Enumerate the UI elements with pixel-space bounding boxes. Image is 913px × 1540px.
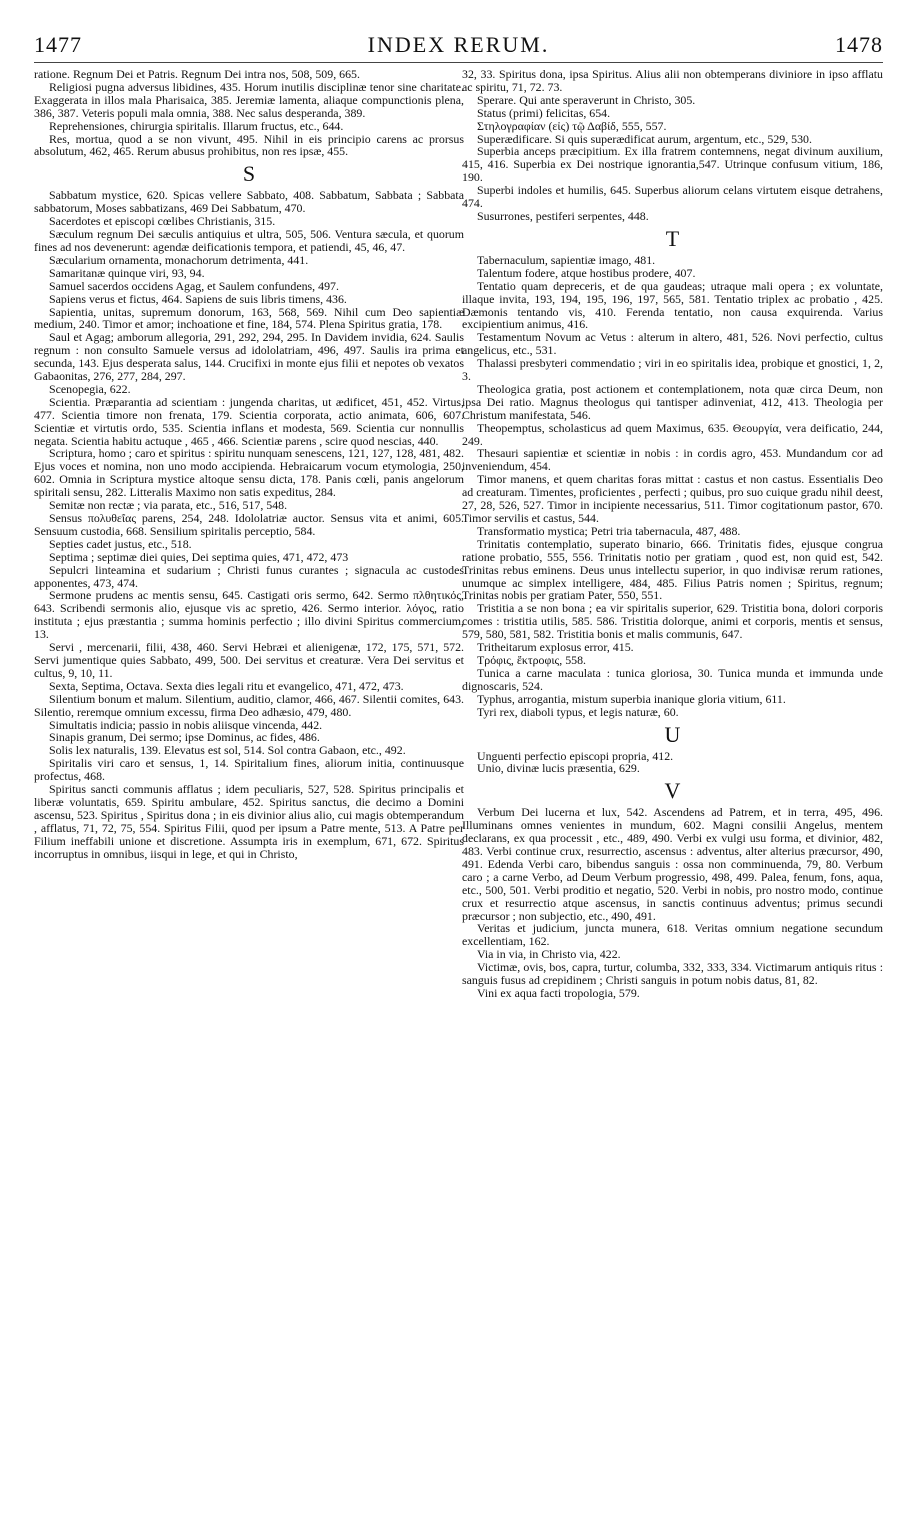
index-entry: Scriptura, homo ; caro et spiritus : spiritu nunquam senescens, 121, 127, 128, 481, 482. Ejus voces et nomina, non uno modo accipienda. Hebraicarum vocum etymologia, 250, 602. Omnia in Scriptura mystice altoque sensu dicta, 178. Panis cœli, panis angelorum spiritali sensu, 282. Litteralis Maximo non satis expeditus, 284. xyxy=(34,446,464,500)
index-entry: Servi , mercenarii, filii, 438, 460. Servi Hebræi et alienigenæ, 172, 175, 571, 572. Servi jumentique quies Sabbato, 499, 500. Dei servitus et creaturæ. Vera Dei servitus et cultus, 9, 10, 11. xyxy=(34,640,464,680)
index-entry: Septima ; septimæ diei quies, Dei septima quies, 471, 472, 473 xyxy=(49,549,349,564)
index-entry: Solis lex naturalis, 139. Elevatus est sol, 514. Sol contra Gabaon, etc., 492. xyxy=(49,743,406,758)
index-entry: Res, mortua, quod a se non vivunt, 495. Nihil in eis principio carens ac prorsus absolutum, 462, 465. Rerum abusus prohibitus, non res ipsæ, 455. xyxy=(34,131,464,159)
section-letter: S xyxy=(242,161,256,187)
index-entry: Typhus, arrogantia, mistum superbia inanique gloria vitium, 611. xyxy=(477,691,786,706)
index-entry: Victimæ, ovis, bos, capra, turtur, columba, 332, 333, 334. Victimarum antiquis ritus : sanguis fusus ad crepidinem ; Christi sanguis in potum nobis datus, 81, 82. xyxy=(462,960,883,988)
index-entry: Saul et Agag; amborum allegoria, 291, 292, 294, 295. In Davidem invidia, 624. Saulis regnum : non consulto Samuele versus ad idololatriam, 496, 497. Saulis ira prima et secunda, 143. Ejus desperata salus, 144. Crucifixi in monte ejus filii et nepotes ob vexatos Gabaonitas, 276, 277, 284, 297. xyxy=(34,330,464,384)
index-entry: Transformatio mystica; Petri tria tabernacula, 487, 488. xyxy=(477,523,741,538)
section-letter: V xyxy=(664,778,681,804)
index-entry: Superædificare. Si quis superædificat aurum, argentum, etc., 529, 530. xyxy=(477,131,812,146)
index-entry: Theologica gratia, post actionem et contemplationem, nota quæ circa Deum, non ipsa Dei ratio. Magnus theologus qui tantisper adinveniat, 412, 413. Theologia per Christum manifestata, 546. xyxy=(462,381,883,422)
index-entry: Scenopegia, 622. xyxy=(49,381,131,396)
index-entry: Sacerdotes et episcopi cœlibes Christianis, 315. xyxy=(49,214,276,229)
index-entry: Talentum fodere, atque hostibus prodere, 407. xyxy=(477,265,696,280)
index-entry: Tristitia a se non bona ; ea vir spiritalis superior, 629. Tristitia bona, dolori corporis comes : tristitia utilis, 585. 586. Tristitia dolorque, animi et corporis, mentis et sensus, 579, 580, 581, 582. Tristitia bonis et malis communis, 647. xyxy=(462,601,883,642)
running-header xyxy=(34,32,883,60)
index-entry: Sæculum regnum Dei sæculis antiquius et ultra, 505, 506. Ventura sæcula, et quorum fines ad nos devenerunt: agendæ deificationis tempora, et patiendi, 45, 46, 47. xyxy=(34,227,464,254)
index-entry: Superbi indoles et humilis, 645. Superbus aliorum celans virtutem eisque detrahens, 474. xyxy=(462,183,883,211)
index-entry: Thalassi presbyteri commendatio ; viri in eo spiritalis idea, probique et gnostici, 1, 2, 3. xyxy=(462,356,883,384)
index-entry: Thesauri sapientiæ et scientiæ in nobis : in cordis agro, 453. Mundandum cor ad inveniendum, 454. xyxy=(462,446,883,474)
index-entry: Tritheitarum explosus error, 415. xyxy=(477,640,634,655)
index-entry: Sepulcri linteamina et sudarium ; Christi funus curantes ; signacula ac custodes apponentes, 473, 474. xyxy=(34,562,464,590)
index-entry: Sæcularium ornamenta, monachorum detrimenta, 441. xyxy=(49,252,309,267)
index-entry: Sperare. Qui ante speraverunt in Christo, 305. xyxy=(477,92,696,107)
right-column xyxy=(462,68,883,1000)
index-entry: Theopemptus, scholasticus ad quem Maximus, 635. Θεουργία, vera deificatio, 244, 249. xyxy=(462,420,883,448)
index-entry: Timor manens, et quem charitas foras mittat : castus et non castus. Essentialis Deo ad creaturam. Timentes, proficientes , perfecti ; quibus, pro suo cuique gradu nihil deest, 27, 28, 526, 527. Timor in incipiente necessarius, 511. Timor cogitationum pastor, 670. Timor servilis et castus, 544. xyxy=(462,472,883,525)
index-entry: Sexta, Septima, Octava. Sexta dies legali ritu et evangelico, 471, 472, 473. xyxy=(49,678,404,693)
index-entry: Reprehensiones, chirurgia spiritalis. Illarum fructus, etc., 644. xyxy=(49,118,344,133)
index-entry: ratione. Regnum Dei et Patris. Regnum Dei intra nos, 508, 509, 665. xyxy=(34,67,360,81)
index-entry: Trinitatis contemplatio, superato binario, 666. Trinitatis fides, ejusque congrua ratione probatio, 555, 556. Trinitatis notio per gratiam , quod est, non quid est, 542. Trinitas rebus eminens. Deus unus intellectu superior, in quo indivisæ rerum rationes, unumque ac simplex intelligere, 484, 485. Filius Patris nomen ; Spiritus, regnum; Trinitas nobis per gratiam Pater, 550, 551. xyxy=(462,536,883,603)
index-entry: Spiritus sancti communis afflatus ; idem peculiaris, 527, 528. Spiritus principalis et liberæ voluntatis, 659. Spiritu ambulare, 452. Spiritus sanctus, die decimo a Domini ascensu, 523. Spiritus , Spiritus dona ; in eis divinior alius alio, cui magis obtemperandum , afflatus, 71, 72, 75, 554. Spiritus Filii, quod per ipsum a Patre mente, 513. A Patre per Filium ineffabili unione et discretione. Assumpta iris in exemplum, 671, 672. Spiritus incorruptus in omnibus, iisqui in lege, et qui in Christo, xyxy=(34,782,464,861)
index-entry: Sapientia, unitas, supremum donorum, 163, 568, 569. Nihil cum Deo sapientiæ medium, 240. Timor et amor; inchoatione et fine, 184, 574. Plena Spiritus gratia, 178. xyxy=(34,304,464,332)
index-entry: 32, 33. Spiritus dona, ipsa Spiritus. Alius alii non obtemperans diviniore in ipso afflatu ac spiritu, 71, 72. 73. xyxy=(462,67,883,94)
index-entry: Sermone prudens ac mentis sensu, 645. Castigati oris sermo, 642. Sermo πλθητικός, 643. Scribendi sermonis alio, ejusque vis ac spretio, 426. Sermo interior. λόγος, ratio instituta ; ejus præstantia ; summa hominis perfectio ; illo divini Spiritus commercium, 13. xyxy=(34,588,464,642)
index-entry: Religiosi pugna adversus libidines, 435. Horum inutilis disciplinæ tenor sine charitate. Exaggerata in illos mala Pharisaica, 385. Jeremiæ lamenta, aliaque compunctionis plena, 386, 387. Veteris populi mala omnia, 388. Nec salus desperanda, 389. xyxy=(34,79,464,120)
index-entry: Sabbatum mystice, 620. Spicas vellere Sabbato, 408. Sabbatum, Sabbata ; Sabbata sabbatorum, Moses sabbatizans, 469 Dei Sabbatum, 470. xyxy=(34,188,464,216)
index-entry: Tabernaculum, sapientiæ imago, 481. xyxy=(477,252,656,267)
index-entry: Τρόφις, ἔκτροφις, 558. xyxy=(477,652,587,667)
section-letter: T xyxy=(665,225,680,251)
index-entry: Superbia anceps præcipitium. Ex illa fratrem contemnens, negat divinum auxilium, 415, 416. Superbia ex Dei nostrique ignorantia,547. Utrinque confusum vitium, 186, 190. xyxy=(462,144,883,185)
index-entry: Στηλογραφίαν (εἰς) τῷ Δαβίδ, 555, 557. xyxy=(477,118,667,133)
left-page-number: 1477 xyxy=(34,32,82,57)
index-entry: Silentium bonum et malum. Silentium, auditio, clamor, 466, 467. Silentii comites, 643. Silentio, reremque omnium excessu, firma Deo adhæsio, 479, 480. xyxy=(34,691,464,719)
index-entry: Susurrones, pestiferi serpentes, 448. xyxy=(477,208,649,223)
running-title: INDEX RERUM. xyxy=(367,32,550,57)
index-entry: Unguenti perfectio episcopi propria, 412. xyxy=(477,748,674,763)
index-entry: Scientia. Præparantia ad scientiam : jungenda charitas, ut ædificet, 451, 452. Virtus, 477. Scientia timore non frenata, 179. Scientia corporata, actio animata, 606, 607. Scientiæ et virtutis ordo, 535. Scientia inflans et modesta, 569. Scientia cur nonnullis negata. Scientia habitu actuque , 465 , 466. Scientiæ parens , scire quod nescias, 440. xyxy=(34,394,464,448)
index-entry: Tyri rex, diaboli typus, et legis naturæ, 60. xyxy=(477,704,679,719)
index-entry: Semitæ non rectæ ; via parata, etc., 516, 517, 548. xyxy=(49,498,288,513)
index-entry: Veritas et judicium, juncta munera, 618. Veritas omnium negatione secundum excellentiam, 162. xyxy=(462,921,883,949)
index-entry: Via in via, in Christo via, 422. xyxy=(477,947,621,962)
index-entry: Samaritanæ quinque viri, 93, 94. xyxy=(49,265,205,280)
index-entry: Tentatio quam depreceris, et de qua gaudeas; utraque mali opera ; ex voluntate, illaque invita, 193, 194, 195, 196, 197, 565, 581. Tentatio triplex ac probatio , 425. Dæmonis tentando vis, 410. Ferenda tentatio, non causa exquirenda. Varius excipientium animus, 416. xyxy=(462,278,883,332)
index-entry: Unio, divinæ lucis præsentia, 629. xyxy=(477,761,640,776)
index-entry: Sensus πολυθεΐας parens, 254, 248. Idololatriæ auctor. Sensus vita et animi, 605. Sensuum custodia, 668. Sensilium spiritalis perceptio, 584. xyxy=(34,511,464,538)
index-entry: Status (primi) felicitas, 654. xyxy=(477,105,611,120)
index-entry: Tunica a carne maculata : tunica gloriosa, 30. Tunica munda et immunda unde dignoscaris, 524. xyxy=(462,665,883,693)
right-page-number: 1478 xyxy=(835,32,883,57)
index-entry: Testamentum Novum ac Vetus : alterum in altero, 481, 526. Novi perfectio, cultus angelicus, etc., 531. xyxy=(462,330,883,358)
index-entry: Vini ex aqua facti tropologia, 579. xyxy=(477,986,640,1000)
left-column xyxy=(34,68,464,860)
header-rule xyxy=(34,62,883,63)
index-entry: Sapiens verus et fictus, 464. Sapiens de suis libris timens, 436. xyxy=(49,291,347,306)
index-entry: Verbum Dei lucerna et lux, 542. Ascendens ad Patrem, et in terra, 495, 496. Illuminans omnes venientes in mundum, 602. Magni consilii Angelus, mentem declarans, ex qua processit , etc., 489, 490. Verbi ex vulgi usu forma, et divinior, 482, 483. Verbi continue crux, resurrectio, ascensus : adventus, alter alterius præcursor, 490, 491. Edenda Verbi caro, bibendus sanguis : ossa non comminuenda, 79, 80. Verbum caro ; a carne Verbo, ad Deum Verbum progressio, 498, 499. Palea, fenum, fons, aqua, etc., 500, 501. Verbi proditio et negatio, 520. Verbi in nobis, pro nostro modo, continue crux et resurrectio atque ascensus, in sanctis continuus adventus; primus secundi præcursor ; non subjectio, etc., 490, 491. xyxy=(462,805,883,923)
index-entry: Septies cadet justus, etc., 518. xyxy=(49,536,192,551)
index-entry: Samuel sacerdos occidens Agag, et Saulem confundens, 497. xyxy=(49,278,339,293)
index-entry: Sinapis granum, Dei sermo; ipse Dominus, ac fides, 486. xyxy=(49,730,320,745)
section-letter: U xyxy=(664,721,681,747)
index-entry: Simultatis indicia; passio in nobis aliisque vincenda, 442. xyxy=(49,717,323,732)
index-entry: Spiritalis viri caro et sensus, 1, 14. Spiritalium fines, aliorum initia, continuusque profectus, 468. xyxy=(34,756,464,784)
